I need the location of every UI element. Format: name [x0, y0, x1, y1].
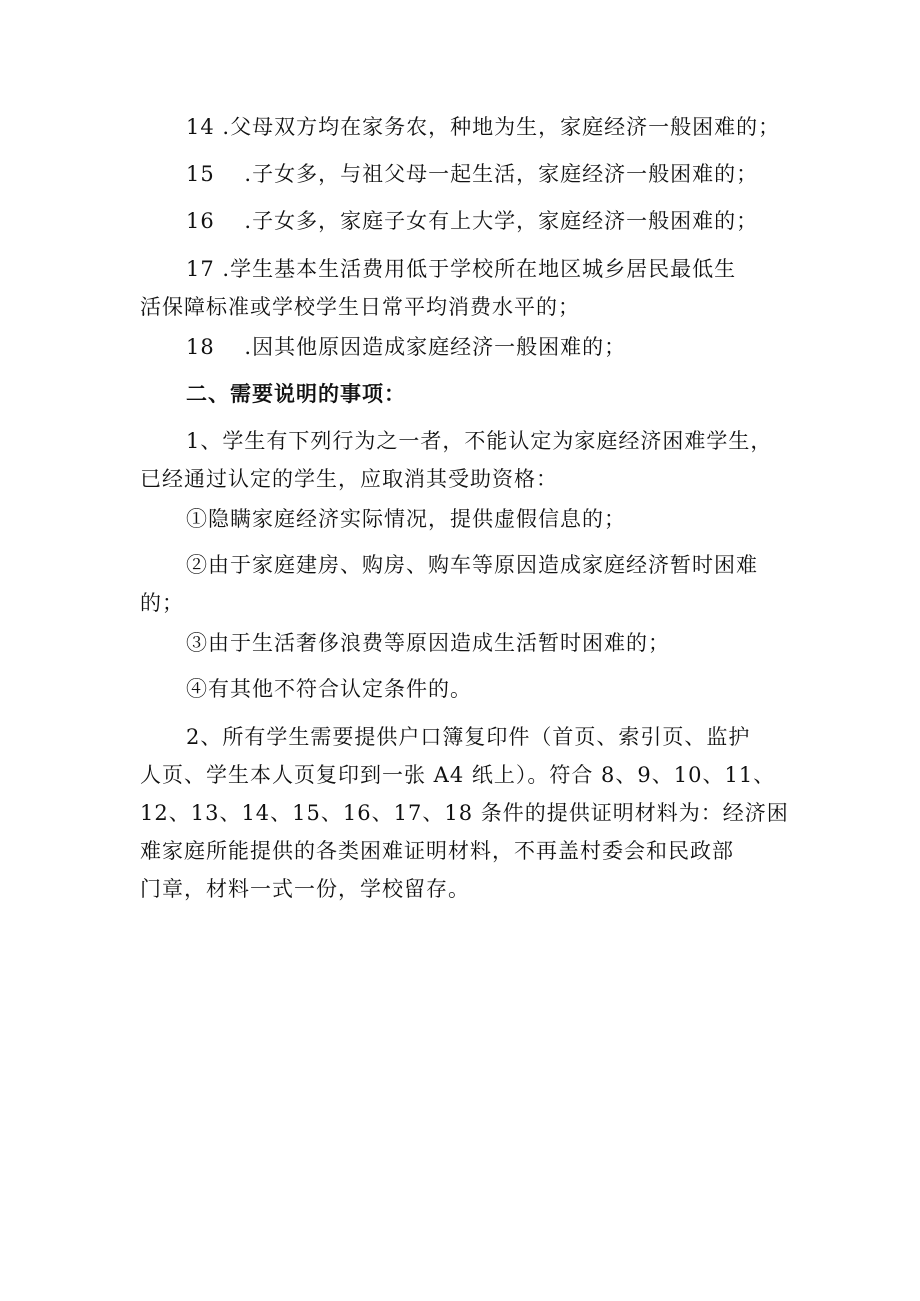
list-item-16 [140, 202, 790, 240]
note-2-line3: 12、13、14、15、16、17、18 条件的提供证明材料为：经济困 [140, 801, 789, 825]
list-item-18-text: 18 .因其他原因造成家庭经济一般困难的； [186, 335, 627, 359]
list-item-17-line2: 活保障标准或学校学生日常平均消费水平的； [140, 295, 580, 319]
section-heading-text: 二、需要说明的事项： [186, 382, 406, 406]
note-2-line2: 人页、学生本人页复印到一张 A4 纸上）。符合 8、9、10、11、 [140, 763, 776, 787]
note-1-sub-2 [140, 546, 790, 622]
note-2-line5: 门章，材料一式一份，学校留存。 [140, 877, 470, 901]
list-item-17 [140, 250, 790, 326]
note-1-sub-2-line1: ②由于家庭建房、购房、购车等原因造成家庭经济暂时困难 [186, 553, 758, 577]
list-item-18 [140, 328, 790, 366]
note-1-sub-3-text: ③由于生活奢侈浪费等原因造成生活暂时困难的； [186, 631, 670, 655]
note-1-sub-4 [140, 670, 790, 708]
note-1-sub-1-text: ①隐瞒家庭经济实际情况，提供虚假信息的； [186, 507, 626, 531]
note-2-line1: 2、所有学生需要提供户口簿复印件（首页、索引页、监护 [186, 725, 751, 749]
note-1-line1: 1、学生有下列行为之一者，不能认定为家庭经济困难学生， [186, 429, 773, 453]
section-heading [140, 375, 790, 413]
note-2 [140, 718, 790, 908]
note-1 [140, 422, 790, 498]
list-item-15-text: 15 .子女多，与祖父母一起生活，家庭经济一般困难的； [186, 162, 759, 186]
list-item-17-line1: 17 .学生基本生活费用低于学校所在地区城乡居民最低生 [186, 257, 737, 281]
list-item-14-text: 14 .父母双方均在家务农，种地为生，家庭经济一般困难的； [186, 115, 781, 139]
list-item-16-text: 16 .子女多，家庭子女有上大学，家庭经济一般困难的； [186, 209, 759, 233]
note-1-sub-4-text: ④有其他不符合认定条件的。 [186, 677, 472, 701]
note-2-line4: 难家庭所能提供的各类困难证明材料，不再盖村委会和民政部 [140, 839, 734, 863]
note-1-line2: 已经通过认定的学生，应取消其受助资格： [140, 467, 558, 491]
list-item-15 [140, 155, 790, 193]
note-1-sub-3 [140, 624, 790, 662]
note-1-sub-1 [140, 500, 790, 538]
note-1-sub-2-line2: 的； [140, 591, 184, 615]
list-item-14 [140, 108, 790, 146]
